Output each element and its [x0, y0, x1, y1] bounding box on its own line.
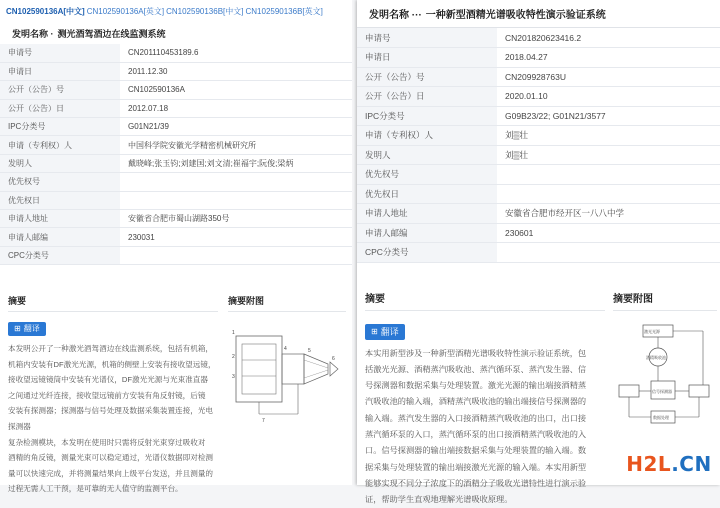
left-field-value: 中国科学院安徽光学精密机械研究所 [120, 136, 352, 154]
left-diagram-section [228, 294, 346, 433]
left-translate-label: 翻译 [24, 323, 40, 334]
right-abstract-text [365, 346, 605, 508]
left-abstract-line: 过程无需人工干预，是可靠的无人值守的监测平台。 [8, 481, 218, 497]
left-abstract-line: 之间通过光纤连接，接收望远镜前方安装有角反射镜，后镜 [8, 388, 218, 404]
right-abstract-line: 能够实现不同分子浓度下的酒精分子吸收光谱特性进行演示验 [365, 476, 605, 492]
left-field-label: IPC分类号 [0, 118, 120, 136]
right-field-label: 优先权日 [357, 184, 497, 204]
right-patent-title: 一种新型酒精光谱吸收特性演示验证系统 [426, 6, 606, 21]
left-abstract-section [8, 294, 218, 497]
h2l-watermark-logo [626, 449, 712, 479]
right-info-table [357, 28, 720, 263]
left-figure-label: 7 [262, 418, 265, 424]
left-field-value: CN102590136A [120, 81, 352, 99]
left-title-row [0, 22, 352, 44]
right-abstract-line: 口。信号探测器的输出端接数据采集与处理装置的输入端。数 [365, 443, 605, 459]
right-diagram-section [613, 290, 717, 434]
right-translate-label: 翻译 [381, 325, 399, 338]
left-field-label: 优先权日 [0, 191, 120, 209]
right-title-label: 发明名称 ··· [369, 6, 422, 21]
right-abstract-line: 证，帮助学生直观地理解光谱吸收原理。 [365, 492, 605, 508]
left-abstract-line: 接收望远镜镜筒中安装有光谱仪，DF激光光源与光束准直器 [8, 372, 218, 388]
left-field-label: 申请日 [0, 62, 120, 80]
right-title-row [357, 0, 720, 28]
left-field-value: 2012.07.18 [120, 99, 352, 117]
right-field-value: 刘▒壮 [497, 145, 720, 165]
left-info-row [0, 173, 352, 191]
left-abstract-heading: 摘要 [8, 294, 218, 307]
left-info-row [0, 99, 352, 117]
left-field-label: 申请人邮编 [0, 228, 120, 246]
left-field-label: 公开（公告）号 [0, 81, 120, 99]
right-info-row [357, 145, 720, 165]
right-abstract-section [365, 290, 605, 508]
right-field-value: 2020.01.10 [497, 87, 720, 107]
left-field-value: G01N21/39 [120, 118, 352, 136]
tab-cn-a-en[interactable]: CN102590136A[英文] [87, 6, 164, 17]
right-field-value [497, 243, 720, 263]
right-field-label: CPC分类号 [357, 243, 497, 263]
translate-icon: ⊞ [371, 327, 378, 336]
left-info-row [0, 191, 352, 209]
left-figure-label: 1 [232, 330, 235, 336]
left-field-label: 发明人 [0, 154, 120, 172]
left-field-value: 230031 [120, 228, 352, 246]
left-abstract-line: 酒精的角反镜，测量光束可以稳定通过，光谱仪数据即对检测 [8, 450, 218, 466]
left-field-label: 公开（公告）日 [0, 99, 120, 117]
right-field-label: 公开（公告）日 [357, 87, 497, 107]
right-translate-button[interactable] [365, 324, 405, 340]
watermark-h2l: H2L [626, 452, 671, 476]
left-figure-label: 5 [308, 348, 311, 354]
left-field-value: 戴晓峰;张玉钧;刘建国;刘文清;崔福宇;阮俊;梁炳 [120, 154, 352, 172]
left-patent-title: 测光酒驾酒边在线监测系统 [58, 27, 166, 40]
right-field-label: 优先权号 [357, 165, 497, 185]
left-info-row [0, 228, 352, 246]
left-abstract-figure[interactable] [228, 318, 346, 428]
right-field-label: 发明人 [357, 145, 497, 165]
right-abstract-line: 蒸汽循环泵的入口，蒸汽循环泵的出口接酒精蒸汽吸收池的入 [365, 427, 605, 443]
right-info-row [357, 184, 720, 204]
right-abstract-line: 输入端。蒸汽发生器的入口接酒精蒸汽吸收池的出口，出口接 [365, 411, 605, 427]
right-figure-label: 酒精吸收池 [646, 354, 666, 360]
left-field-value [120, 173, 352, 191]
right-abstract-line: 本实用新型涉及一种新型酒精光谱吸收特性演示验证系统，包 [365, 346, 605, 362]
left-field-value: 2011.12.30 [120, 62, 352, 80]
right-info-row [357, 87, 720, 107]
left-figure-label: 3 [232, 374, 235, 380]
right-field-label: 公开（公告）号 [357, 67, 497, 87]
right-abstract-line: 括激光光源、酒精蒸汽吸收池、蒸汽循环泵、蒸汽发生器、信 [365, 362, 605, 378]
right-abstract-line: 号探测器和数据采集与处理装置。激光光源的输出端接酒精蒸 [365, 378, 605, 394]
right-abstract-line: 汽吸收池的输入端，酒精蒸汽吸收池的输出端接信号探测器的 [365, 394, 605, 410]
left-figure-label: 4 [284, 346, 287, 352]
left-diagram-heading: 摘要附图 [228, 294, 346, 307]
right-patent-panel [357, 0, 720, 485]
right-figure-label: 数据处理 [653, 414, 669, 420]
tab-cn-b-en[interactable]: CN102590136B[英文] [245, 6, 322, 17]
left-field-label: 申请号 [0, 44, 120, 62]
right-field-value: 安徽省合肥市经开区一八八中学 [497, 204, 720, 224]
right-diagram-heading: 摘要附图 [613, 290, 717, 305]
left-info-row [0, 44, 352, 62]
left-abstract-line: 量可以快速完成，并将测量结果向上级平台发送，并且测量的 [8, 466, 218, 482]
left-info-row [0, 154, 352, 172]
watermark-dot-cn: .CN [671, 452, 712, 476]
translate-icon: ⊞ [14, 324, 21, 333]
left-info-row [0, 210, 352, 228]
left-info-row [0, 62, 352, 80]
left-abstract-text [8, 341, 218, 497]
left-info-table [0, 44, 352, 265]
right-figure-label: 激光光源 [644, 328, 661, 334]
right-field-value: G09B23/22; G01N21/3577 [497, 106, 720, 126]
right-figure-label: 信号探测器 [652, 388, 672, 394]
left-abstract-line: 机箱内安装有DF激光光源，机箱的侧壁上安装有接收望远镜， [8, 357, 218, 373]
right-info-row [357, 28, 720, 48]
right-field-value [497, 184, 720, 204]
left-field-value: CN201110453189.6 [120, 44, 352, 62]
right-field-label: 申请（专利权）人 [357, 126, 497, 146]
right-abstract-heading: 摘要 [365, 290, 605, 305]
right-field-value: CN201820623416.2 [497, 28, 720, 48]
right-field-value: CN209928763U [497, 67, 720, 87]
right-info-row [357, 204, 720, 224]
left-field-label: 优先权号 [0, 173, 120, 191]
left-field-label: CPC分类号 [0, 246, 120, 264]
right-field-label: 申请人地址 [357, 204, 497, 224]
right-abstract-line: 据采集与处理装置的输出端接激光光源的输入端。本实用新型 [365, 460, 605, 476]
right-field-label: 申请号 [357, 28, 497, 48]
left-abstract-line: 复杂检测模块，本发明在使用时只需将反射光束穿过吸收对 [8, 435, 218, 451]
right-field-value: 刘▒壮 [497, 126, 720, 146]
right-field-label: IPC分类号 [357, 106, 497, 126]
left-abstract-line: 安装有探测器；探测器与信号处理及数据采集装置连接，光电探测器 [8, 403, 218, 434]
right-field-label: 申请人邮编 [357, 223, 497, 243]
right-field-label: 申请日 [357, 48, 497, 68]
left-field-value [120, 191, 352, 209]
left-info-row [0, 136, 352, 154]
left-abstract-line: 本发明公开了一种激光酒驾酒边在线监测系统，包括有机箱， [8, 341, 218, 357]
right-info-row [357, 243, 720, 263]
left-figure-label: 2 [232, 354, 235, 360]
tab-cn-b-zh[interactable]: CN102590136B[中文] [166, 6, 243, 17]
left-field-value [120, 246, 352, 264]
left-figure-label: 6 [332, 356, 335, 362]
left-translate-button[interactable] [8, 322, 46, 336]
left-info-row [0, 81, 352, 99]
right-field-value [497, 165, 720, 185]
right-info-row [357, 48, 720, 68]
right-info-row [357, 106, 720, 126]
left-field-label: 申请人地址 [0, 210, 120, 228]
right-field-value: 2018.04.27 [497, 48, 720, 68]
left-field-label: 申请（专利权）人 [0, 136, 120, 154]
left-patent-panel [0, 0, 352, 485]
tab-cn-a-zh[interactable]: CN102590136A[中文] [6, 6, 85, 17]
left-field-value: 安徽省合肥市蜀山湖路350号 [120, 210, 352, 228]
right-field-value: 230601 [497, 223, 720, 243]
right-abstract-figure[interactable] [613, 319, 717, 429]
left-info-row [0, 246, 352, 264]
right-info-row [357, 223, 720, 243]
right-info-row [357, 165, 720, 185]
left-info-row [0, 118, 352, 136]
right-info-row [357, 67, 720, 87]
left-version-tabs [0, 0, 352, 22]
right-info-row [357, 126, 720, 146]
left-title-label: 发明名称 · [12, 27, 54, 40]
